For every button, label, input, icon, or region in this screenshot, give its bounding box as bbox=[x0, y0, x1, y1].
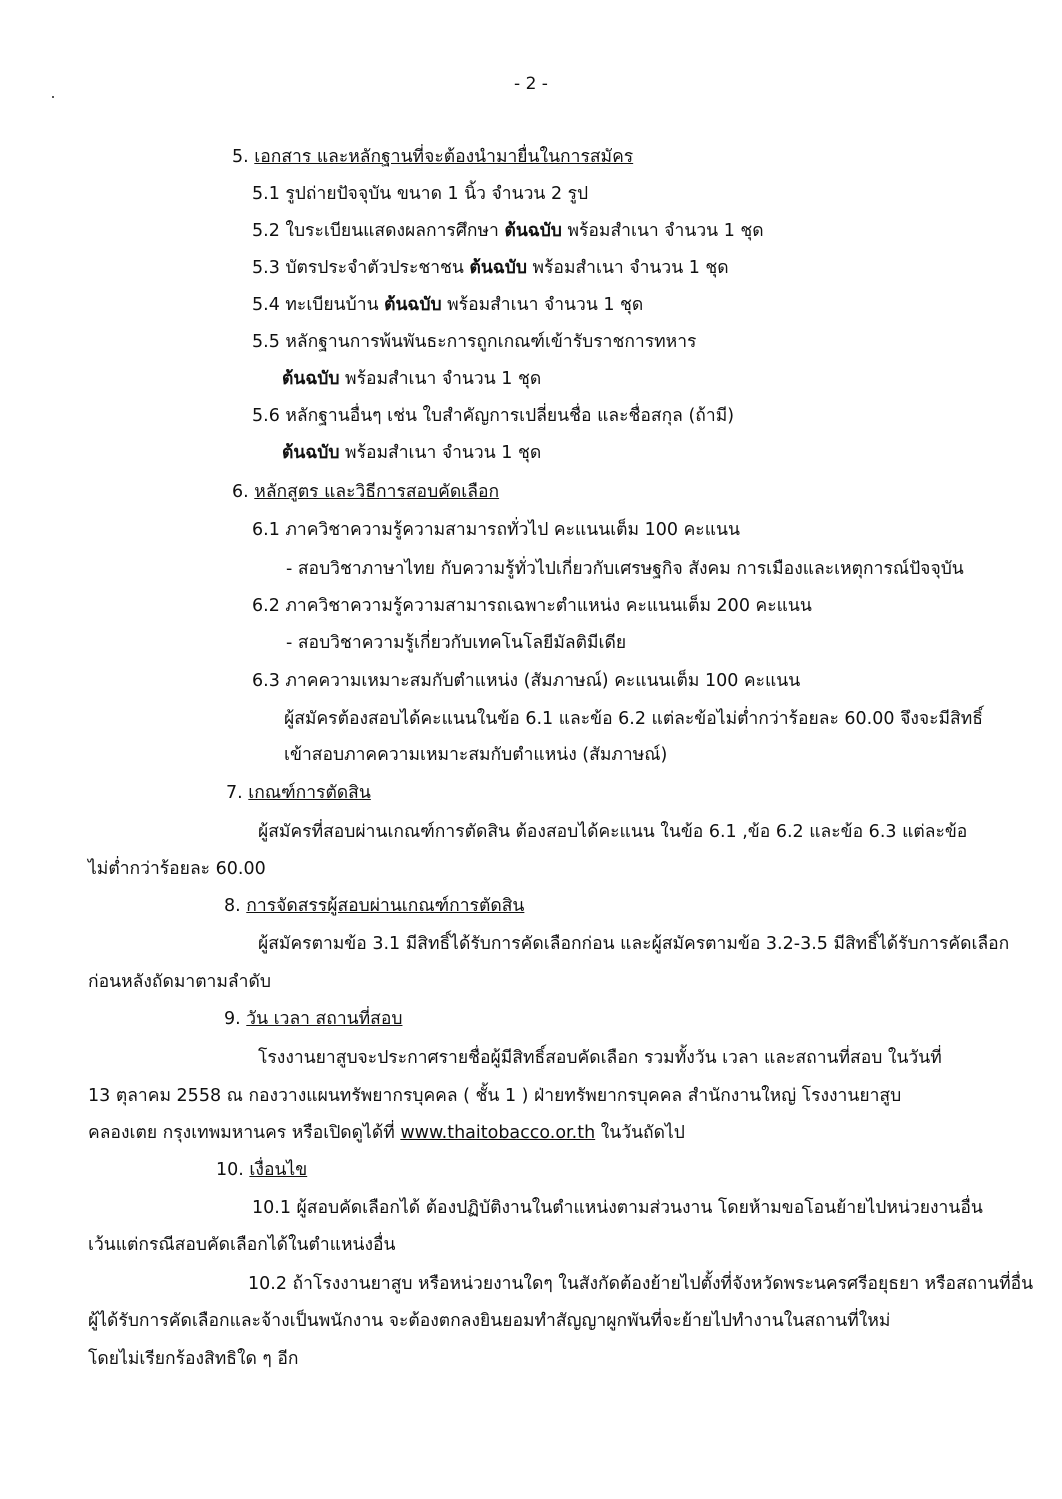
item-10-1-line-2: เว้นแต่กรณีสอบคัดเลือกได้ในตำแหน่งอื่น bbox=[88, 1235, 396, 1255]
item-5-4-text: 5.4 ทะเบียนบ้าน bbox=[252, 295, 385, 315]
section-9-line-3-text: คลองเตย กรุงเทพมหานคร หรือเปิดดูได้ที่ bbox=[88, 1123, 401, 1143]
item-10-2-line-1: 10.2 ถ้าโรงงานยาสูบ หรือหน่วยงานใดๆ ในสังกัดต้องย้ายไปตั้งที่จังหวัดพระนครศรีอยุธยา หรือสถานที่อื่น bbox=[248, 1274, 1034, 1294]
section-10-title: เงื่อนไข bbox=[249, 1160, 308, 1180]
section-7-paragraph-line-1: ผู้สมัครที่สอบผ่านเกณฑ์การตัดสิน ต้องสอบได้คะแนน ในข้อ 6.1 ,ข้อ 6.2 และข้อ 6.3 แต่ละข้อ bbox=[258, 822, 968, 842]
section-7-title: เกณฑ์การตัดสิน bbox=[248, 783, 371, 803]
item-5-3-text: 5.3 บัตรประจำตัวประชาชน bbox=[252, 258, 470, 278]
section-6-title: หลักสูตร และวิธีการสอบคัดเลือก bbox=[254, 482, 500, 502]
item-5-2-text: 5.2 ใบระเบียนแสดงผลการศึกษา bbox=[252, 221, 505, 241]
section-8-paragraph-line-2: ก่อนหลังถัดมาตามลำดับ bbox=[88, 972, 271, 992]
section-9-number: 9. bbox=[224, 1009, 241, 1029]
item-5-6-tail: พร้อมสำเนา จำนวน 1 ชุด bbox=[339, 443, 542, 463]
item-6-3: 6.3 ภาคความเหมาะสมกับตำแหน่ง (สัมภาษณ์) คะแนนเต็ม 100 คะแนน bbox=[252, 671, 801, 691]
section-5-number: 5. bbox=[232, 147, 249, 167]
item-10-2-line-3: โดยไม่เรียกร้องสิทธิใด ๆ อีก bbox=[88, 1349, 299, 1369]
section-10-heading bbox=[216, 1158, 307, 1182]
item-6-3-detail-1: ผู้สมัครต้องสอบได้คะแนนในข้อ 6.1 และข้อ 6.2 แต่ละข้อไม่ต่ำกว่าร้อยละ 60.00 จึงจะมีสิทธิ์ bbox=[284, 709, 983, 729]
item-5-3 bbox=[252, 256, 729, 280]
section-9-paragraph-line-3 bbox=[88, 1121, 685, 1145]
scan-speck bbox=[52, 96, 54, 98]
item-5-4-bold: ต้นฉบับ bbox=[384, 295, 442, 315]
item-10-1-line-1: 10.1 ผู้สอบคัดเลือกได้ ต้องปฏิบัติงานในตำแหน่งตามส่วนงาน โดยห้ามขอโอนย้ายไปหน่วยงานอื่น bbox=[252, 1198, 983, 1218]
item-5-5-copy bbox=[282, 367, 541, 391]
section-8-number: 8. bbox=[224, 896, 241, 916]
item-6-2: 6.2 ภาควิชาความรู้ความสามารถเฉพาะตำแหน่ง คะแนนเต็ม 200 คะแนน bbox=[252, 596, 812, 616]
section-5-heading bbox=[232, 145, 633, 169]
section-9-heading bbox=[224, 1007, 402, 1031]
item-5-4 bbox=[252, 293, 643, 317]
section-8-heading bbox=[224, 894, 524, 918]
item-5-3-tail: พร้อมสำเนา จำนวน 1 ชุด bbox=[526, 258, 729, 278]
item-5-5: 5.5 หลักฐานการพ้นพันธะการถูกเกณฑ์เข้ารับราชการทหาร bbox=[252, 332, 697, 352]
item-6-1: 6.1 ภาควิชาความรู้ความสามารถทั่วไป คะแนนเต็ม 100 คะแนน bbox=[252, 520, 740, 540]
section-7-number: 7. bbox=[226, 783, 243, 803]
item-5-5-bold: ต้นฉบับ bbox=[282, 369, 340, 389]
item-5-6-copy bbox=[282, 441, 541, 465]
section-6-number: 6. bbox=[232, 482, 249, 502]
item-5-2-bold: ต้นฉบับ bbox=[504, 221, 562, 241]
item-5-5-tail: พร้อมสำเนา จำนวน 1 ชุด bbox=[339, 369, 542, 389]
section-10-number: 10. bbox=[216, 1160, 244, 1180]
section-7-heading bbox=[226, 781, 371, 805]
item-5-6-bold: ต้นฉบับ bbox=[282, 443, 340, 463]
section-9-title: วัน เวลา สถานที่สอบ bbox=[246, 1009, 403, 1029]
item-10-2-line-2: ผู้ได้รับการคัดเลือกและจ้างเป็นพนักงาน จะต้องตกลงยินยอมทำสัญญาผูกพันที่จะย้ายไปทำงานในสถานที่ใหม่ bbox=[88, 1311, 891, 1331]
section-5-title: เอกสาร และหลักฐานที่จะต้องนำมายื่นในการสมัคร bbox=[254, 147, 634, 167]
section-6-heading bbox=[232, 480, 499, 504]
item-6-3-detail-2: เข้าสอบภาคความเหมาะสมกับตำแหน่ง (สัมภาษณ์) bbox=[284, 745, 668, 765]
section-9-line-3-tail: ในวันถัดไป bbox=[595, 1123, 685, 1143]
section-8-paragraph-line-1: ผู้สมัครตามข้อ 3.1 มีสิทธิ์ได้รับการคัดเลือกก่อน และผู้สมัครตามข้อ 3.2-3.5 มีสิทธิ์ได้รับการคัดเลือก bbox=[258, 934, 1010, 954]
item-6-2-detail: - สอบวิชาความรู้เกี่ยวกับเทคโนโลยีมัลติมีเดีย bbox=[286, 633, 627, 653]
website-link[interactable]: www.thaitobacco.or.th bbox=[400, 1123, 596, 1143]
section-7-paragraph-line-2: ไม่ต่ำกว่าร้อยละ 60.00 bbox=[88, 859, 266, 879]
item-5-4-tail: พร้อมสำเนา จำนวน 1 ชุด bbox=[441, 295, 644, 315]
item-5-2 bbox=[252, 219, 764, 243]
section-9-paragraph-line-1: โรงงานยาสูบจะประกาศรายชื่อผู้มีสิทธิ์สอบคัดเลือก รวมทั้งวัน เวลา และสถานที่สอบ ในวันที่ bbox=[258, 1048, 942, 1068]
item-5-1: 5.1 รูปถ่ายปัจจุบัน ขนาด 1 นิ้ว จำนวน 2 รูป bbox=[252, 184, 589, 204]
page-number: - 2 - bbox=[514, 74, 548, 94]
section-9-paragraph-line-2: 13 ตุลาคม 2558 ณ กองวางแผนทรัพยากรบุคคล ( ชั้น 1 ) ฝ่ายทรัพยากรบุคคล สำนักงานใหญ่ โรงงานยาสูบ bbox=[88, 1086, 902, 1106]
section-8-title: การจัดสรรผู้สอบผ่านเกณฑ์การตัดสิน bbox=[246, 896, 525, 916]
item-5-2-tail: พร้อมสำเนา จำนวน 1 ชุด bbox=[561, 221, 764, 241]
item-5-6: 5.6 หลักฐานอื่นๆ เช่น ใบสำคัญการเปลี่ยนชื่อ และชื่อสกุล (ถ้ามี) bbox=[252, 406, 735, 426]
item-6-1-detail: - สอบวิชาภาษาไทย กับความรู้ทั่วไปเกี่ยวกับเศรษฐกิจ สังคม การเมืองและเหตุการณ์ปัจจุบัน bbox=[286, 559, 964, 579]
item-5-3-bold: ต้นฉบับ bbox=[469, 258, 527, 278]
